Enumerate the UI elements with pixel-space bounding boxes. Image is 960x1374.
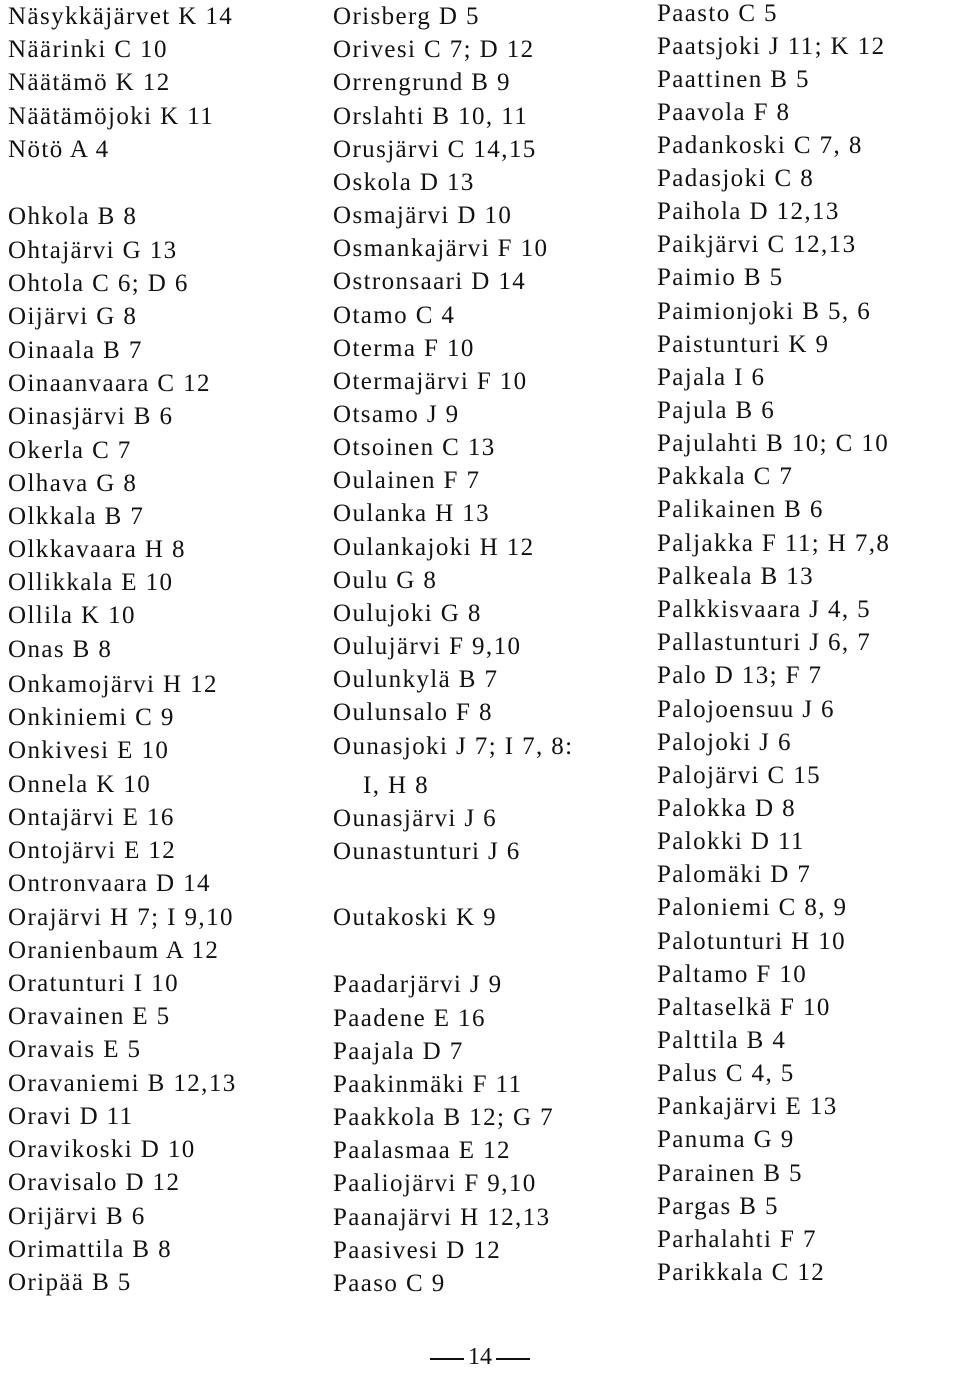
- index-entry: Olhava G 8: [8, 470, 138, 497]
- index-entry: Ollikkala E 10: [8, 569, 174, 596]
- index-entry: Palkeala B 13: [657, 563, 815, 590]
- index-entry: Nötö A 4: [8, 136, 110, 163]
- index-entry: Oijärvi G 8: [8, 303, 138, 330]
- index-entry: Orusjärvi C 14,15: [333, 136, 537, 163]
- index-entry: Orivesi C 7; D 12: [333, 36, 535, 63]
- index-entry: Oravi D 11: [8, 1103, 134, 1130]
- index-entry: Paalasmaa E 12: [333, 1137, 511, 1164]
- index-entry: Paajala D 7: [333, 1038, 464, 1065]
- index-entry: Palus C 4, 5: [657, 1060, 795, 1087]
- index-entry: Padasjoki C 8: [657, 165, 815, 192]
- page-footer: [430, 1342, 530, 1372]
- index-entry: Palttila B 4: [657, 1027, 787, 1054]
- index-entry: Oulujärvi F 9,10: [333, 633, 522, 660]
- index-entry: Osmajärvi D 10: [333, 202, 513, 229]
- index-entry: Palkkisvaara J 4, 5: [657, 596, 872, 623]
- index-entry: Palojoki J 6: [657, 729, 792, 756]
- index-entry: Orslahti B 10, 11: [333, 103, 529, 130]
- index-entry: Okerla C 7: [8, 437, 132, 464]
- index-entry: Paimio B 5: [657, 264, 784, 291]
- index-entry: Palomäki D 7: [657, 861, 812, 888]
- index-entry: Otermajärvi F 10: [333, 368, 528, 395]
- index-entry: Pankajärvi E 13: [657, 1093, 838, 1120]
- index-entry: Oinaala B 7: [8, 337, 143, 364]
- index-entry: Paattinen B 5: [657, 66, 810, 93]
- index-entry: Osmankajärvi F 10: [333, 235, 549, 262]
- index-entry: Ounastunturi J 6: [333, 838, 521, 865]
- index-entry: Oravaniemi B 12,13: [8, 1070, 237, 1097]
- index-entry: Paasivesi D 12: [333, 1237, 502, 1264]
- index-entry: Orijärvi B 6: [8, 1203, 146, 1230]
- index-entry: Oulankajoki H 12: [333, 534, 535, 561]
- index-entry: Paasto C 5: [657, 0, 778, 27]
- index-entry: Pajala I 6: [657, 364, 766, 391]
- index-entry: Oulanka H 13: [333, 500, 491, 527]
- index-entry: Pallastunturi J 6, 7: [657, 629, 872, 656]
- index-entry: Paakkola B 12; G 7: [333, 1104, 555, 1131]
- index-entry: Paikjärvi C 12,13: [657, 231, 857, 258]
- index-entry: Onnela K 10: [8, 771, 152, 798]
- index-entry: Parikkala C 12: [657, 1259, 826, 1286]
- index-entry: Panuma G 9: [657, 1126, 795, 1153]
- index-entry: Näärinki C 10: [8, 36, 168, 63]
- index-entry: Paavola F 8: [657, 99, 791, 126]
- index-entry: Oterma F 10: [333, 335, 475, 362]
- index-entry: Paadene E 16: [333, 1005, 486, 1032]
- index-entry: Ostronsaari D 14: [333, 268, 527, 295]
- index-entry: Paanajärvi H 12,13: [333, 1204, 551, 1231]
- index-entry: Paistunturi K 9: [657, 331, 830, 358]
- index-entry: Padankoski C 7, 8: [657, 132, 863, 159]
- index-entry: Pargas B 5: [657, 1193, 779, 1220]
- index-entry: Onkivesi E 10: [8, 737, 170, 764]
- index-entry: Oskola D 13: [333, 169, 475, 196]
- index-entry: Orrengrund B 9: [333, 69, 511, 96]
- index-entry: Pajulahti B 10; C 10: [657, 430, 890, 457]
- index-entry: Paaso C 9: [333, 1270, 446, 1297]
- index-entry: Oravikoski D 10: [8, 1136, 196, 1163]
- index-entry: Oinaanvaara C 12: [8, 370, 211, 397]
- index-entry: Otsoinen C 13: [333, 434, 496, 461]
- index-entry: Parainen B 5: [657, 1160, 803, 1187]
- index-entry: Paimionjoki B 5, 6: [657, 298, 872, 325]
- index-entry: Paltamo F 10: [657, 961, 808, 988]
- index-entry: Oulujoki G 8: [333, 600, 482, 627]
- index-entry: Ohtola C 6; D 6: [8, 270, 189, 297]
- index-entry: Oratunturi I 10: [8, 970, 179, 997]
- index-entry: Palojoensuu J 6: [657, 696, 835, 723]
- index-entry: Oranienbaum A 12: [8, 937, 220, 964]
- index-entry: Onkiniemi C 9: [8, 704, 175, 731]
- index-entry: Oravisalo D 12: [8, 1169, 181, 1196]
- index-entry: Ontojärvi E 12: [8, 837, 177, 864]
- index-entry: Palojärvi C 15: [657, 762, 822, 789]
- index-entry: Pajula B 6: [657, 397, 776, 424]
- index-entry: Näsykkäjärvet K 14: [8, 3, 234, 30]
- index-entry: Paltaselkä F 10: [657, 994, 831, 1021]
- index-entry: Orisberg D 5: [333, 3, 480, 30]
- index-entry: Paloniemi C 8, 9: [657, 894, 848, 921]
- index-entry: Oulu G 8: [333, 567, 438, 594]
- index-entry: Pakkala C 7: [657, 463, 794, 490]
- index-entry: Orajärvi H 7; I 9,10: [8, 904, 234, 931]
- index-entry: Palokka D 8: [657, 795, 796, 822]
- index-entry: Oulunkylä B 7: [333, 666, 499, 693]
- index-entry: Palokki D 11: [657, 828, 805, 855]
- index-entry: Olkkavaara H 8: [8, 536, 186, 563]
- index-entry: Ohtajärvi G 13: [8, 237, 178, 264]
- index-entry: Paatsjoki J 11; K 12: [657, 33, 886, 60]
- index-entry: Ontajärvi E 16: [8, 804, 175, 831]
- footer-dash-right: [496, 1358, 530, 1360]
- index-entry: Oulainen F 7: [333, 467, 481, 494]
- index-entry: Palikainen B 6: [657, 496, 824, 523]
- index-entry: Oripää B 5: [8, 1269, 132, 1296]
- index-entry: Palo D 13; F 7: [657, 662, 823, 689]
- index-entry: Paaliojärvi F 9,10: [333, 1170, 537, 1197]
- index-entry: Ounasjoki J 7; I 7, 8:: [333, 733, 574, 760]
- index-entry: Palotunturi H 10: [657, 928, 847, 955]
- index-entry: Otamo C 4: [333, 302, 456, 329]
- index-entry: I, H 8: [363, 772, 430, 799]
- index-entry: Oravainen E 5: [8, 1003, 171, 1030]
- index-entry: Näätämöjoki K 11: [8, 103, 215, 130]
- index-entry: Parhalahti F 7: [657, 1226, 817, 1253]
- index-entry: Outakoski K 9: [333, 904, 498, 931]
- index-entry: Ounasjärvi J 6: [333, 805, 498, 832]
- index-entry: Paihola D 12,13: [657, 198, 840, 225]
- index-entry: Paadarjärvi J 9: [333, 971, 503, 998]
- index-entry: Paljakka F 11; H 7,8: [657, 530, 891, 557]
- index-entry: Oinasjärvi B 6: [8, 403, 174, 430]
- index-entry: Oravais E 5: [8, 1036, 142, 1063]
- index-entry: Ollila K 10: [8, 602, 136, 629]
- page-number: 14: [468, 1344, 492, 1370]
- index-entry: Onas B 8: [8, 636, 113, 663]
- index-entry: Otsamo J 9: [333, 401, 460, 428]
- index-entry: Näätämö K 12: [8, 69, 171, 96]
- index-entry: Oulunsalo F 8: [333, 699, 493, 726]
- index-entry: Onkamojärvi H 12: [8, 671, 218, 698]
- index-entry: Ontronvaara D 14: [8, 870, 211, 897]
- index-entry: Orimattila B 8: [8, 1236, 173, 1263]
- index-entry: Paakinmäki F 11: [333, 1071, 523, 1098]
- footer-dash-left: [430, 1358, 464, 1360]
- index-entry: Ohkola B 8: [8, 203, 138, 230]
- index-entry: Olkkala B 7: [8, 503, 145, 530]
